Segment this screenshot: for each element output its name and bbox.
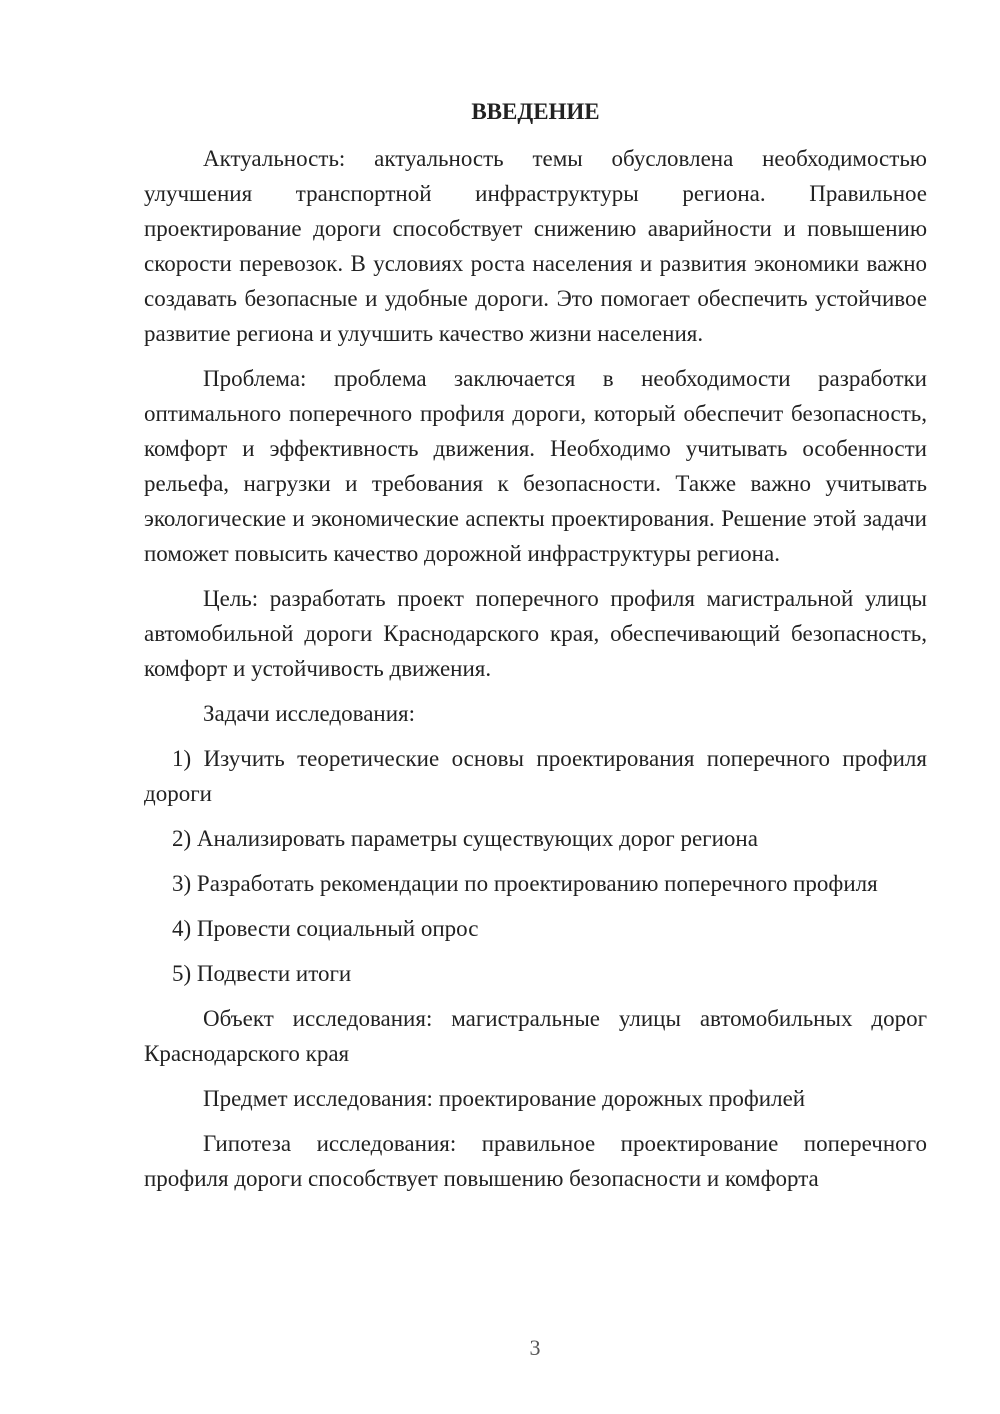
page-number: 3 bbox=[529, 1335, 541, 1360]
tasks-intro: Задачи исследования: bbox=[203, 701, 416, 726]
object-paragraph: Объект исследования: магистральные улицы автомобильных дорог Краснодарского края bbox=[144, 1006, 927, 1066]
page-body bbox=[144, 94, 927, 1206]
task-item: 4) Провести социальный опрос bbox=[172, 916, 479, 941]
section-heading: ВВЕДЕНИЕ bbox=[471, 99, 600, 124]
task-item: 2) Анализировать параметры существующих дорог региона bbox=[172, 826, 758, 851]
hypothesis-paragraph: Гипотеза исследования: правильное проектирование поперечного профиля дороги способствует повышению безопасности и комфорта bbox=[144, 1131, 927, 1191]
subject-paragraph: Предмет исследования: проектирование дорожных профилей bbox=[203, 1086, 806, 1111]
task-item: 1) Изучить теоретические основы проектирования поперечного профиля дороги bbox=[144, 746, 927, 806]
task-item: 5) Подвести итоги bbox=[172, 961, 352, 986]
relevance-paragraph: Актуальность: актуальность темы обусловлена необходимостью улучшения транспортной инфраструктуры региона. Правильное проектирование дороги способствует снижению аварийности и повышению скорости перевозок. В условиях роста населения и развития экономики важно создавать безопасные и удобные дороги. Это помогает обеспечить устойчивое развитие региона и улучшить качество жизни населения. bbox=[144, 146, 927, 346]
task-item: 3) Разработать рекомендации по проектированию поперечного профиля bbox=[172, 871, 878, 896]
problem-paragraph: Проблема: проблема заключается в необходимости разработки оптимального поперечного профиля дороги, который обеспечит безопасность, комфорт и эффективность движения. Необходимо учитывать особенности рельефа, нагрузки и требования к безопасности. Также важно учитывать экологические и экономические аспекты проектирования. Решение этой задачи поможет повысить качество дорожной инфраструктуры региона. bbox=[144, 366, 927, 566]
goal-paragraph: Цель: разработать проект поперечного профиля магистральной улицы автомобильной дороги Краснодарского края, обеспечивающий безопасность, комфорт и устойчивость движения. bbox=[144, 586, 927, 681]
